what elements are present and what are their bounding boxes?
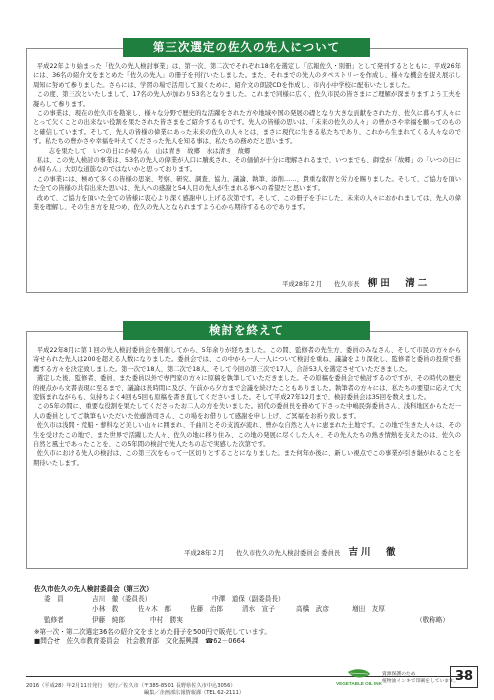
committee-member: 伊藤 純郎 [92,615,125,624]
leaf-icon [336,668,382,692]
committee-member: 佐藤 治郎 [190,605,223,614]
committee-row [34,605,464,616]
eco-note-line: 資源保護のため [382,672,416,677]
footer-imprint [26,682,244,696]
section2-paragraph: 平成22年8月に第１回の先人検討委員会を開催してから、5年余りが経ちました。この間、監修者の先生方、委員のみなさん、そして市民の方々から寄せられた先人は200を超える人数になりました。委員会では、この中から一人一人について検討を重ね、議論をより深化し、監修者と委員の投票で推薦する方々を決定致しました。第一次で18人、第二次で18人、そして今回の第三次で17人、合計53人を選定させていただきました。 [33,347,461,373]
committee-note-contact: ■問合せ 佐久市教育委員会 社会教育部 文化振興課 ☎62－0664 [34,637,246,646]
committee-member: 清水 宣子 [242,605,275,614]
section1-paragraph: この事業は、現在の佐久市を勘案し、様々な分野で歴史的な活躍をされた方や地域や国の発展の礎となり大きな貢献をされた方、佐久に暮らす人々にとって欠くことの出来ない役割を果たされた皆さまをご紹介するものです。先人の皆様の思いは、「未来の佐久の人々」の豊かさや幸福を願ってのものと確信しています。そして、先人の皆様の偉業にあった未来の佐久の人々とは、まさに現代に生きる私たちであり、これから生まれてくる人々なのです。私たちの豊かさや幸福を叶えてくださった先人を知る事は、私たちの務めだと思います。 [33,110,462,146]
eco-note-line: 植物油インキで印刷をしています。 [382,679,459,684]
committee-member: 吉川 徹（委員長） [92,594,152,603]
committee-list [34,585,464,647]
section2-heading: 検討を終えて [123,321,370,340]
committee-member: 高橋 武彦 [296,605,329,614]
committee-member: 佐々木 都 [138,605,171,614]
section1-paragraph: この度、第三次といたしまして、17名の先人が加わり53名となりました。これまで同様に広く、佐久市民の皆さまにご理解が深まりますよう工夫を凝らして参ります。 [33,91,461,108]
section1-poem: 志を果たして いつの日にか帰らん 山は青き 故郷 水は清き 故郷 [48,147,251,155]
committee-row [34,616,464,627]
footer-editor: 編集／企画部広報情報課（TEL 62-2111） [144,690,245,696]
section1-paragraph: 私は、この先人検討の事業は、53名の先人の偉業が人口に膾炙され、その価値が十分に理解されるまで、いつまでも、御堂が「故郷」の「いつの日にか帰らん」大切な道筋なのではないかと思っております。 [33,157,461,174]
section2-paragraph: この5年の間に、重要な役割を果たしてくださったお二人の方を失いました。初代の委員長を務めて下さった中嶋民弥委員さん、浅科地区からただ一人の委員としてご執筆もいただいた佐藤浩司さん、この場をお借りして感謝を申し上げ、ご冥福をお祈り致します。 [33,403,461,420]
section1-body [33,62,461,213]
section1-signer-name: 柳田 清二 [367,278,431,289]
committee-member: 増田 友厚 [352,605,385,614]
committee-honorific-note: （敬称略） [416,615,449,624]
vegetable-oil-ink-logo [336,668,382,692]
section1-heading: 第三次選定の佐久の先人について [123,38,370,57]
section1-signer-title: 佐久市長 [334,280,360,288]
section2-signer-name: 吉川 徹 [348,547,399,558]
footer-publisher: 2016（平成28）年2月11日発行 発行／佐久市（〒385-8501 長野県佐久市中込3056） [26,683,236,689]
section2-signature [184,548,398,558]
section2-paragraph: 佐久市における先人の検討は、この第三次をもって一区切りとすることになりました。また何年か後に、新しい視点でこの事業が引き継がれることを期待いたします。 [33,450,461,467]
section2-paragraph: 選定した後、監修者、委員、また委員以外で専門家の方々に原稿を執筆していただきました。その原稿を委員会で検討するのですが、その時代の歴史的視点から文書表現に至るまで、議論は長時間に及び、午前から夕方まで会議を続けたこともありました。執筆者の方々には、私たちの要望に応えて大変悩まれながらも、気持ちよく4回も5回も原稿を書き直してくださいました。そして平成27年12月まで、検討委員会は35回を数えました。 [33,375,461,402]
section1-signature [282,279,430,289]
section1-paragraph: この事業には、極めて多くの皆様の思案、考察、研究、調査、協力、議論、執筆、添削……、貴重な叡智と労力を賜りました。そして、ご協力を頂いた全ての皆様の共有出来た思いは、先人への感謝と54人目の先人が生まれる事への希望だと思います。 [33,175,461,193]
committee-title: 佐久市佐久の先人検討委員会（第三次） [34,585,153,593]
eco-note [382,671,458,685]
committee-role: 監修者 [44,615,64,624]
page-number: 38 [450,666,478,688]
eco-logo-text: VEGETABLE OIL INK [336,681,382,686]
section1-paragraph: 平成22年より始まった「佐久の先人検討事業」は、第一次、第二次でそれぞれ18名を選定し「広報佐久・別冊」として発刊するとともに、平成26年には、36名の紹介文をまとめた「佐久の先人」の冊子を刊行いたしました。また、それまでの先人のタペストリーを作成し、様々な機会を捉え展示し周知に努めて参りました。さらには、学習の場で活用して頂くために、紹介文の朗読CDを作成し、市内小中学校に配布いたしました。 [33,63,461,89]
section1-paragraph: 改めて、ご協力を頂いた全ての皆様に衷心より深く感謝申し上げる次第です。そして、この冊子を手にした、未来の人々におかれましては、先人の偉業を理解し、その生き方を見つめ、佐久の先人となられますよう心から期待するものであります。 [33,194,461,212]
committee-note-sales: ※第一次・第二次選定36名の紹介文をまとめた冊子を500円で販売しています。 [34,627,271,636]
section2-paragraph: 佐久市は浅間・荒船・蓼科など美しい山々に囲まれ、千曲川とその支流が流れ、豊かな自然と人々に恵まれた土地です。この地で生きた人々は、その生を受けたこの地で、また世界で活躍した人々、佐久の地に移り住み、この地の発展に尽くした人々、その先人たちの熱き情熱を支えたのは、佐久の自然と風土であったことを、この5年間の検討で先人たちの志で実感した次第です。 [33,422,461,449]
section2-signer-title: 佐久市佐久の先人検討委員会 委員長 [236,549,341,557]
committee-member: 中村 勝実 [150,615,183,624]
section2-body [33,346,461,468]
committee-member: 小林 救 [92,605,119,614]
committee-role: 委 員 [44,594,64,603]
committee-row [34,595,464,606]
committee-member: 中澤 道保（副委員長） [212,594,285,603]
section2-date: 平成28年２月 [184,549,225,557]
section1-date: 平成28年２月 [282,280,323,288]
